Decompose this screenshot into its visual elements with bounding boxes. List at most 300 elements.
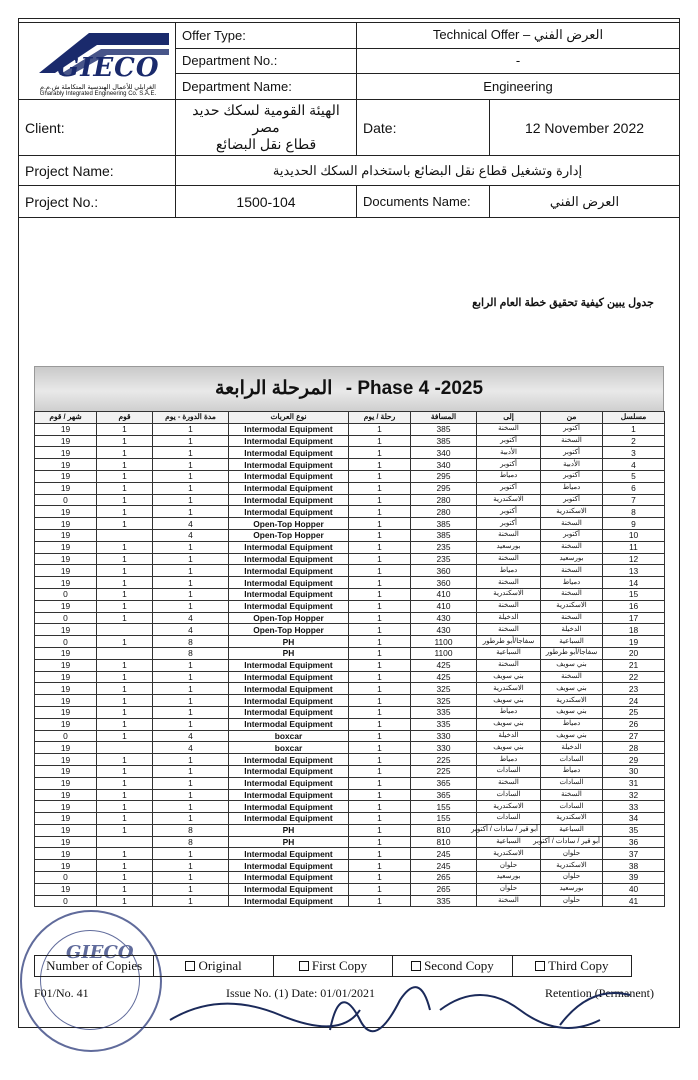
table-row bbox=[35, 813, 665, 825]
table-cell: السخنة bbox=[541, 588, 603, 600]
table-cell: 1 bbox=[349, 577, 411, 589]
table-cell: 1 bbox=[153, 872, 229, 884]
table-cell: Intermodal Equipment bbox=[229, 482, 349, 494]
table-cell: 1 bbox=[153, 754, 229, 766]
table-cell: بني سويف bbox=[541, 659, 603, 671]
table-row bbox=[35, 836, 665, 848]
table-cell: 6 bbox=[603, 482, 665, 494]
table-cell: Intermodal Equipment bbox=[229, 789, 349, 801]
table-cell: 1 bbox=[97, 447, 153, 459]
table-row bbox=[35, 518, 665, 530]
table-row bbox=[35, 624, 665, 636]
table-cell: 19 bbox=[35, 423, 97, 435]
table-cell: 1 bbox=[97, 518, 153, 530]
table-cell: 1 bbox=[349, 647, 411, 659]
table-cell: أكتوبر bbox=[541, 470, 603, 482]
table-cell: Intermodal Equipment bbox=[229, 777, 349, 789]
table-cell: 1 bbox=[153, 789, 229, 801]
table-cell: أكتوبر bbox=[477, 459, 541, 471]
table-cell: أكتوبر bbox=[541, 447, 603, 459]
table-cell: 19 bbox=[35, 860, 97, 872]
table-cell: 1 bbox=[97, 730, 153, 742]
table-cell: 19 bbox=[35, 447, 97, 459]
table-cell: 1 bbox=[349, 777, 411, 789]
table-cell: 1 bbox=[153, 470, 229, 482]
table-cell: حلوان bbox=[541, 895, 603, 907]
table-cell: 410 bbox=[411, 600, 477, 612]
table-cell: 26 bbox=[603, 718, 665, 730]
client-value-line2: قطاع نقل البضائع bbox=[215, 136, 317, 152]
table-row bbox=[35, 459, 665, 471]
table-cell: 225 bbox=[411, 754, 477, 766]
table-cell: 9 bbox=[603, 518, 665, 530]
stamp-logo-word: GIECO bbox=[66, 942, 134, 963]
table-cell: بورسعيد bbox=[541, 553, 603, 565]
table-cell: 1 bbox=[153, 777, 229, 789]
table-cell: 280 bbox=[411, 506, 477, 518]
table-cell: 35 bbox=[603, 824, 665, 836]
table-row bbox=[35, 435, 665, 447]
table-cell: 18 bbox=[603, 624, 665, 636]
table-cell: 425 bbox=[411, 671, 477, 683]
table-cell: 1 bbox=[349, 836, 411, 848]
table-cell: 1 bbox=[349, 447, 411, 459]
table-cell: 20 bbox=[603, 647, 665, 659]
table-cell: السخنة bbox=[541, 565, 603, 577]
signatures-icon bbox=[160, 970, 660, 1040]
table-cell: 340 bbox=[411, 459, 477, 471]
table-row bbox=[35, 447, 665, 459]
table-cell: 1 bbox=[349, 435, 411, 447]
table-cell: 19 bbox=[35, 824, 97, 836]
table-row bbox=[35, 423, 665, 435]
table-cell: 1 bbox=[97, 872, 153, 884]
table-row bbox=[35, 470, 665, 482]
table-cell bbox=[97, 529, 153, 541]
table-cell: 19 bbox=[35, 541, 97, 553]
table-cell: 22 bbox=[603, 671, 665, 683]
table-cell: 19 bbox=[35, 624, 97, 636]
table-cell: بني سويف bbox=[541, 683, 603, 695]
table-cell: السخنة bbox=[477, 423, 541, 435]
table-cell: 8 bbox=[153, 824, 229, 836]
table-cell: 21 bbox=[603, 659, 665, 671]
table-cell: 1 bbox=[349, 895, 411, 907]
table-cell: 19 bbox=[35, 577, 97, 589]
table-cell: سفاجا/أبو طرطور bbox=[541, 647, 603, 659]
table-cell: 335 bbox=[411, 706, 477, 718]
project-name-label: Project Name: bbox=[19, 156, 176, 186]
table-cell: 1 bbox=[97, 848, 153, 860]
table-cell: 1 bbox=[349, 518, 411, 530]
table-cell: 1 bbox=[97, 506, 153, 518]
table-cell: 29 bbox=[603, 754, 665, 766]
table-cell: 1 bbox=[349, 671, 411, 683]
table-cell: Intermodal Equipment bbox=[229, 541, 349, 553]
table-cell: أكتوبر bbox=[541, 423, 603, 435]
table-cell: Intermodal Equipment bbox=[229, 895, 349, 907]
table-cell: 1 bbox=[349, 683, 411, 695]
table-header-row bbox=[35, 412, 665, 424]
table-cell: 4 bbox=[603, 459, 665, 471]
table-cell: 19 bbox=[35, 565, 97, 577]
table-cell: 1 bbox=[153, 671, 229, 683]
table-cell: 19 bbox=[35, 706, 97, 718]
table-cell: 25 bbox=[603, 706, 665, 718]
project-no-label: Project No.: bbox=[19, 186, 176, 218]
table-cell: 295 bbox=[411, 482, 477, 494]
table-cell: 12 bbox=[603, 553, 665, 565]
table-cell: 38 bbox=[603, 860, 665, 872]
client-value bbox=[176, 100, 357, 156]
table-cell: 1 bbox=[97, 718, 153, 730]
table-cell: 1 bbox=[153, 706, 229, 718]
offer-type-value: Technical Offer – العرض الفني bbox=[357, 23, 680, 49]
table-cell: الأدبية bbox=[541, 459, 603, 471]
table-cell: 17 bbox=[603, 612, 665, 624]
table-cell: 365 bbox=[411, 777, 477, 789]
table-cell: 1 bbox=[153, 588, 229, 600]
table-cell: 1 bbox=[153, 813, 229, 825]
table-cell: سفاجا/أبو طرطور bbox=[477, 636, 541, 648]
table-cell: أكتوبر bbox=[477, 435, 541, 447]
company-stamp bbox=[20, 910, 162, 1052]
table-cell: 225 bbox=[411, 765, 477, 777]
document-header-table bbox=[18, 22, 680, 218]
table-row bbox=[35, 895, 665, 907]
table-cell: 0 bbox=[35, 588, 97, 600]
table-cell: 8 bbox=[153, 836, 229, 848]
table-cell: حلوان bbox=[477, 860, 541, 872]
table-cell: Open-Top Hopper bbox=[229, 518, 349, 530]
table-cell: 325 bbox=[411, 683, 477, 695]
table-cell: 1 bbox=[153, 506, 229, 518]
table-cell: 0 bbox=[35, 636, 97, 648]
table-cell: الدخيلة bbox=[477, 612, 541, 624]
table-cell: 425 bbox=[411, 659, 477, 671]
table-cell: السباعية bbox=[477, 836, 541, 848]
table-cell: Intermodal Equipment bbox=[229, 706, 349, 718]
table-cell: 19 bbox=[35, 482, 97, 494]
table-cell: الاسكندرية bbox=[477, 588, 541, 600]
table-cell: 1 bbox=[349, 813, 411, 825]
table-cell: 4 bbox=[153, 612, 229, 624]
table-cell: Intermodal Equipment bbox=[229, 600, 349, 612]
table-cell: 335 bbox=[411, 895, 477, 907]
table-cell bbox=[97, 624, 153, 636]
table-cell: 1 bbox=[349, 730, 411, 742]
table-cell: 1 bbox=[153, 765, 229, 777]
table-cell: 1 bbox=[349, 801, 411, 813]
table-cell: 245 bbox=[411, 848, 477, 860]
table-cell: السخنة bbox=[477, 624, 541, 636]
table-cell: 810 bbox=[411, 824, 477, 836]
table-cell: 1 bbox=[349, 860, 411, 872]
table-row bbox=[35, 754, 665, 766]
table-row bbox=[35, 659, 665, 671]
table-row bbox=[35, 565, 665, 577]
table-cell: 40 bbox=[603, 883, 665, 895]
table-cell: 19 bbox=[35, 659, 97, 671]
table-row bbox=[35, 494, 665, 506]
table-cell: 1 bbox=[349, 695, 411, 707]
table-cell: 19 bbox=[603, 636, 665, 648]
table-cell: 19 bbox=[35, 518, 97, 530]
table-row bbox=[35, 506, 665, 518]
table-cell: 14 bbox=[603, 577, 665, 589]
table-cell: 0 bbox=[35, 730, 97, 742]
table-cell: 1 bbox=[349, 718, 411, 730]
table-row bbox=[35, 801, 665, 813]
table-cell: Intermodal Equipment bbox=[229, 459, 349, 471]
table-cell: 24 bbox=[603, 695, 665, 707]
company-logo bbox=[19, 23, 175, 99]
table-cell: 1 bbox=[153, 883, 229, 895]
table-cell: Open-Top Hopper bbox=[229, 529, 349, 541]
table-cell: 27 bbox=[603, 730, 665, 742]
table-cell: 30 bbox=[603, 765, 665, 777]
table-cell: Intermodal Equipment bbox=[229, 695, 349, 707]
table-cell: Intermodal Equipment bbox=[229, 860, 349, 872]
table-cell: 11 bbox=[603, 541, 665, 553]
table-cell: 19 bbox=[35, 777, 97, 789]
table-row bbox=[35, 765, 665, 777]
table-cell: 1 bbox=[349, 824, 411, 836]
table-cell: بني سويف bbox=[477, 695, 541, 707]
table-cell: 385 bbox=[411, 518, 477, 530]
column-header: المسافة bbox=[411, 412, 477, 424]
table-cell: Intermodal Equipment bbox=[229, 671, 349, 683]
column-header: إلى bbox=[477, 412, 541, 424]
column-header: رحلة / يوم bbox=[349, 412, 411, 424]
table-cell: 385 bbox=[411, 529, 477, 541]
table-cell: بورسعيد bbox=[541, 883, 603, 895]
table-cell: 265 bbox=[411, 872, 477, 884]
table-cell: 360 bbox=[411, 577, 477, 589]
table-cell: Intermodal Equipment bbox=[229, 765, 349, 777]
table-cell: السادات bbox=[477, 789, 541, 801]
table-cell: 1 bbox=[349, 754, 411, 766]
table-cell: الاسكندرية bbox=[477, 801, 541, 813]
table-row bbox=[35, 529, 665, 541]
table-cell: Intermodal Equipment bbox=[229, 553, 349, 565]
table-cell: السباعية bbox=[477, 647, 541, 659]
table-cell: 245 bbox=[411, 860, 477, 872]
table-cell: 1 bbox=[153, 683, 229, 695]
table-cell: 1 bbox=[153, 541, 229, 553]
table-cell: Intermodal Equipment bbox=[229, 883, 349, 895]
table-cell: 19 bbox=[35, 695, 97, 707]
table-cell: 5 bbox=[603, 470, 665, 482]
table-row bbox=[35, 872, 665, 884]
table-cell: الاسكندرية bbox=[477, 683, 541, 695]
table-row bbox=[35, 848, 665, 860]
table-cell: بني سويف bbox=[477, 718, 541, 730]
table-cell: PH bbox=[229, 647, 349, 659]
table-cell: الاسكندرية bbox=[477, 848, 541, 860]
table-row bbox=[35, 588, 665, 600]
table-cell: 15 bbox=[603, 588, 665, 600]
table-cell: 19 bbox=[35, 742, 97, 754]
table-cell: 1 bbox=[153, 801, 229, 813]
table-cell: Intermodal Equipment bbox=[229, 506, 349, 518]
documents-name-label: Documents Name: bbox=[357, 186, 490, 218]
table-cell: 1 bbox=[349, 600, 411, 612]
table-row bbox=[35, 647, 665, 659]
table-cell: 1 bbox=[97, 777, 153, 789]
table-cell: 155 bbox=[411, 813, 477, 825]
table-row bbox=[35, 577, 665, 589]
table-cell: 19 bbox=[35, 459, 97, 471]
table-row bbox=[35, 706, 665, 718]
sheet-title-en: - Phase 4 -2025 bbox=[345, 378, 484, 399]
table-cell: 335 bbox=[411, 718, 477, 730]
table-row bbox=[35, 636, 665, 648]
table-row bbox=[35, 860, 665, 872]
table-cell: Intermodal Equipment bbox=[229, 718, 349, 730]
table-cell: 1 bbox=[97, 600, 153, 612]
sheet-title-ar: المرحلة الرابعة bbox=[214, 378, 333, 399]
table-cell: الدخيلة bbox=[541, 742, 603, 754]
table-cell: 1100 bbox=[411, 636, 477, 648]
table-cell: الاسكندرية bbox=[541, 860, 603, 872]
table-cell: 385 bbox=[411, 435, 477, 447]
table-cell: 1 bbox=[97, 588, 153, 600]
dept-no-label: Department No.: bbox=[176, 48, 357, 74]
table-cell: أكتوبر bbox=[477, 482, 541, 494]
project-name-value: إدارة وتشغيل قطاع نقل البضائع باستخدام السكك الحديدية bbox=[176, 156, 680, 186]
table-cell: 1 bbox=[97, 813, 153, 825]
table-cell: 4 bbox=[153, 624, 229, 636]
table-cell: دمياط bbox=[477, 706, 541, 718]
table-cell: أبو قير / سادات / أكتوبر bbox=[541, 836, 603, 848]
table-cell: 1 bbox=[97, 636, 153, 648]
table-cell: 1 bbox=[349, 706, 411, 718]
table-cell: 1100 bbox=[411, 647, 477, 659]
table-cell: 1 bbox=[97, 671, 153, 683]
table-cell: Intermodal Equipment bbox=[229, 470, 349, 482]
table-cell: 1 bbox=[349, 529, 411, 541]
table-cell: 1 bbox=[349, 883, 411, 895]
table-cell: Intermodal Equipment bbox=[229, 872, 349, 884]
table-cell: 1 bbox=[97, 895, 153, 907]
table-cell: 1 bbox=[349, 588, 411, 600]
table-cell: 41 bbox=[603, 895, 665, 907]
table-cell: السباعية bbox=[541, 824, 603, 836]
company-name-en: Gharably Integrated Engineering Co. S.A.E. bbox=[39, 91, 157, 97]
table-cell: 265 bbox=[411, 883, 477, 895]
table-cell: 360 bbox=[411, 565, 477, 577]
table-cell: 1 bbox=[97, 577, 153, 589]
table-row bbox=[35, 671, 665, 683]
table-cell: 2 bbox=[603, 435, 665, 447]
table-cell: بني سويف bbox=[541, 730, 603, 742]
table-cell: السخنة bbox=[477, 600, 541, 612]
logo-word: GIECO bbox=[57, 53, 160, 83]
table-cell: PH bbox=[229, 836, 349, 848]
table-cell: 410 bbox=[411, 588, 477, 600]
table-cell: Intermodal Equipment bbox=[229, 659, 349, 671]
table-cell: Intermodal Equipment bbox=[229, 423, 349, 435]
table-cell: 19 bbox=[35, 789, 97, 801]
table-cell: 1 bbox=[153, 553, 229, 565]
table-cell: السخنة bbox=[541, 541, 603, 553]
table-cell: PH bbox=[229, 824, 349, 836]
table-cell: 19 bbox=[35, 600, 97, 612]
table-cell: 28 bbox=[603, 742, 665, 754]
date-value: 12 November 2022 bbox=[490, 100, 680, 156]
table-cell: 1 bbox=[153, 494, 229, 506]
table-cell: 235 bbox=[411, 553, 477, 565]
table-cell: 1 bbox=[97, 801, 153, 813]
table-cell: أكتوبر bbox=[477, 506, 541, 518]
table-row bbox=[35, 683, 665, 695]
table-cell: 280 bbox=[411, 494, 477, 506]
table-cell: Open-Top Hopper bbox=[229, 624, 349, 636]
table-cell: 1 bbox=[153, 718, 229, 730]
sheet-title bbox=[34, 366, 664, 411]
table-cell: الاسكندرية bbox=[541, 600, 603, 612]
table-cell: PH bbox=[229, 636, 349, 648]
table-cell: 340 bbox=[411, 447, 477, 459]
table-cell: 430 bbox=[411, 612, 477, 624]
table-cell: 1 bbox=[97, 659, 153, 671]
table-cell: Open-Top Hopper bbox=[229, 612, 349, 624]
table-cell: 365 bbox=[411, 789, 477, 801]
table-cell: 1 bbox=[153, 423, 229, 435]
table-cell: 16 bbox=[603, 600, 665, 612]
table-cell: دمياط bbox=[541, 765, 603, 777]
table-cell: 1 bbox=[349, 659, 411, 671]
table-cell: 4 bbox=[153, 730, 229, 742]
table-cell: دمياط bbox=[477, 754, 541, 766]
table-cell: 19 bbox=[35, 506, 97, 518]
table-cell: 23 bbox=[603, 683, 665, 695]
table-cell: الاسكندرية bbox=[541, 695, 603, 707]
table-cell: دمياط bbox=[541, 577, 603, 589]
table-row bbox=[35, 742, 665, 754]
table-cell: 1 bbox=[349, 636, 411, 648]
schedule-table bbox=[34, 411, 665, 907]
table-cell: الاسكندرية bbox=[541, 813, 603, 825]
table-cell: أكتوبر bbox=[541, 529, 603, 541]
table-cell: 330 bbox=[411, 730, 477, 742]
table-cell: السخنة bbox=[477, 577, 541, 589]
table-cell: دمياط bbox=[541, 718, 603, 730]
table-cell: الاسكندرية bbox=[477, 494, 541, 506]
table-cell: boxcar bbox=[229, 730, 349, 742]
table-cell: حلوان bbox=[477, 883, 541, 895]
project-no-value: 1500-104 bbox=[176, 186, 357, 218]
table-cell: Intermodal Equipment bbox=[229, 447, 349, 459]
table-cell: 33 bbox=[603, 801, 665, 813]
table-cell: 1 bbox=[603, 423, 665, 435]
table-row bbox=[35, 730, 665, 742]
table-row bbox=[35, 600, 665, 612]
table-cell: Intermodal Equipment bbox=[229, 565, 349, 577]
table-cell: 1 bbox=[153, 895, 229, 907]
table-cell: 1 bbox=[97, 565, 153, 577]
documents-name-value: العرض الفني bbox=[490, 186, 680, 218]
table-cell: 19 bbox=[35, 813, 97, 825]
table-cell bbox=[97, 647, 153, 659]
table-cell: 1 bbox=[153, 459, 229, 471]
table-cell: 155 bbox=[411, 801, 477, 813]
table-cell: 430 bbox=[411, 624, 477, 636]
table-row bbox=[35, 553, 665, 565]
table-cell: Intermodal Equipment bbox=[229, 494, 349, 506]
table-cell: 1 bbox=[349, 482, 411, 494]
